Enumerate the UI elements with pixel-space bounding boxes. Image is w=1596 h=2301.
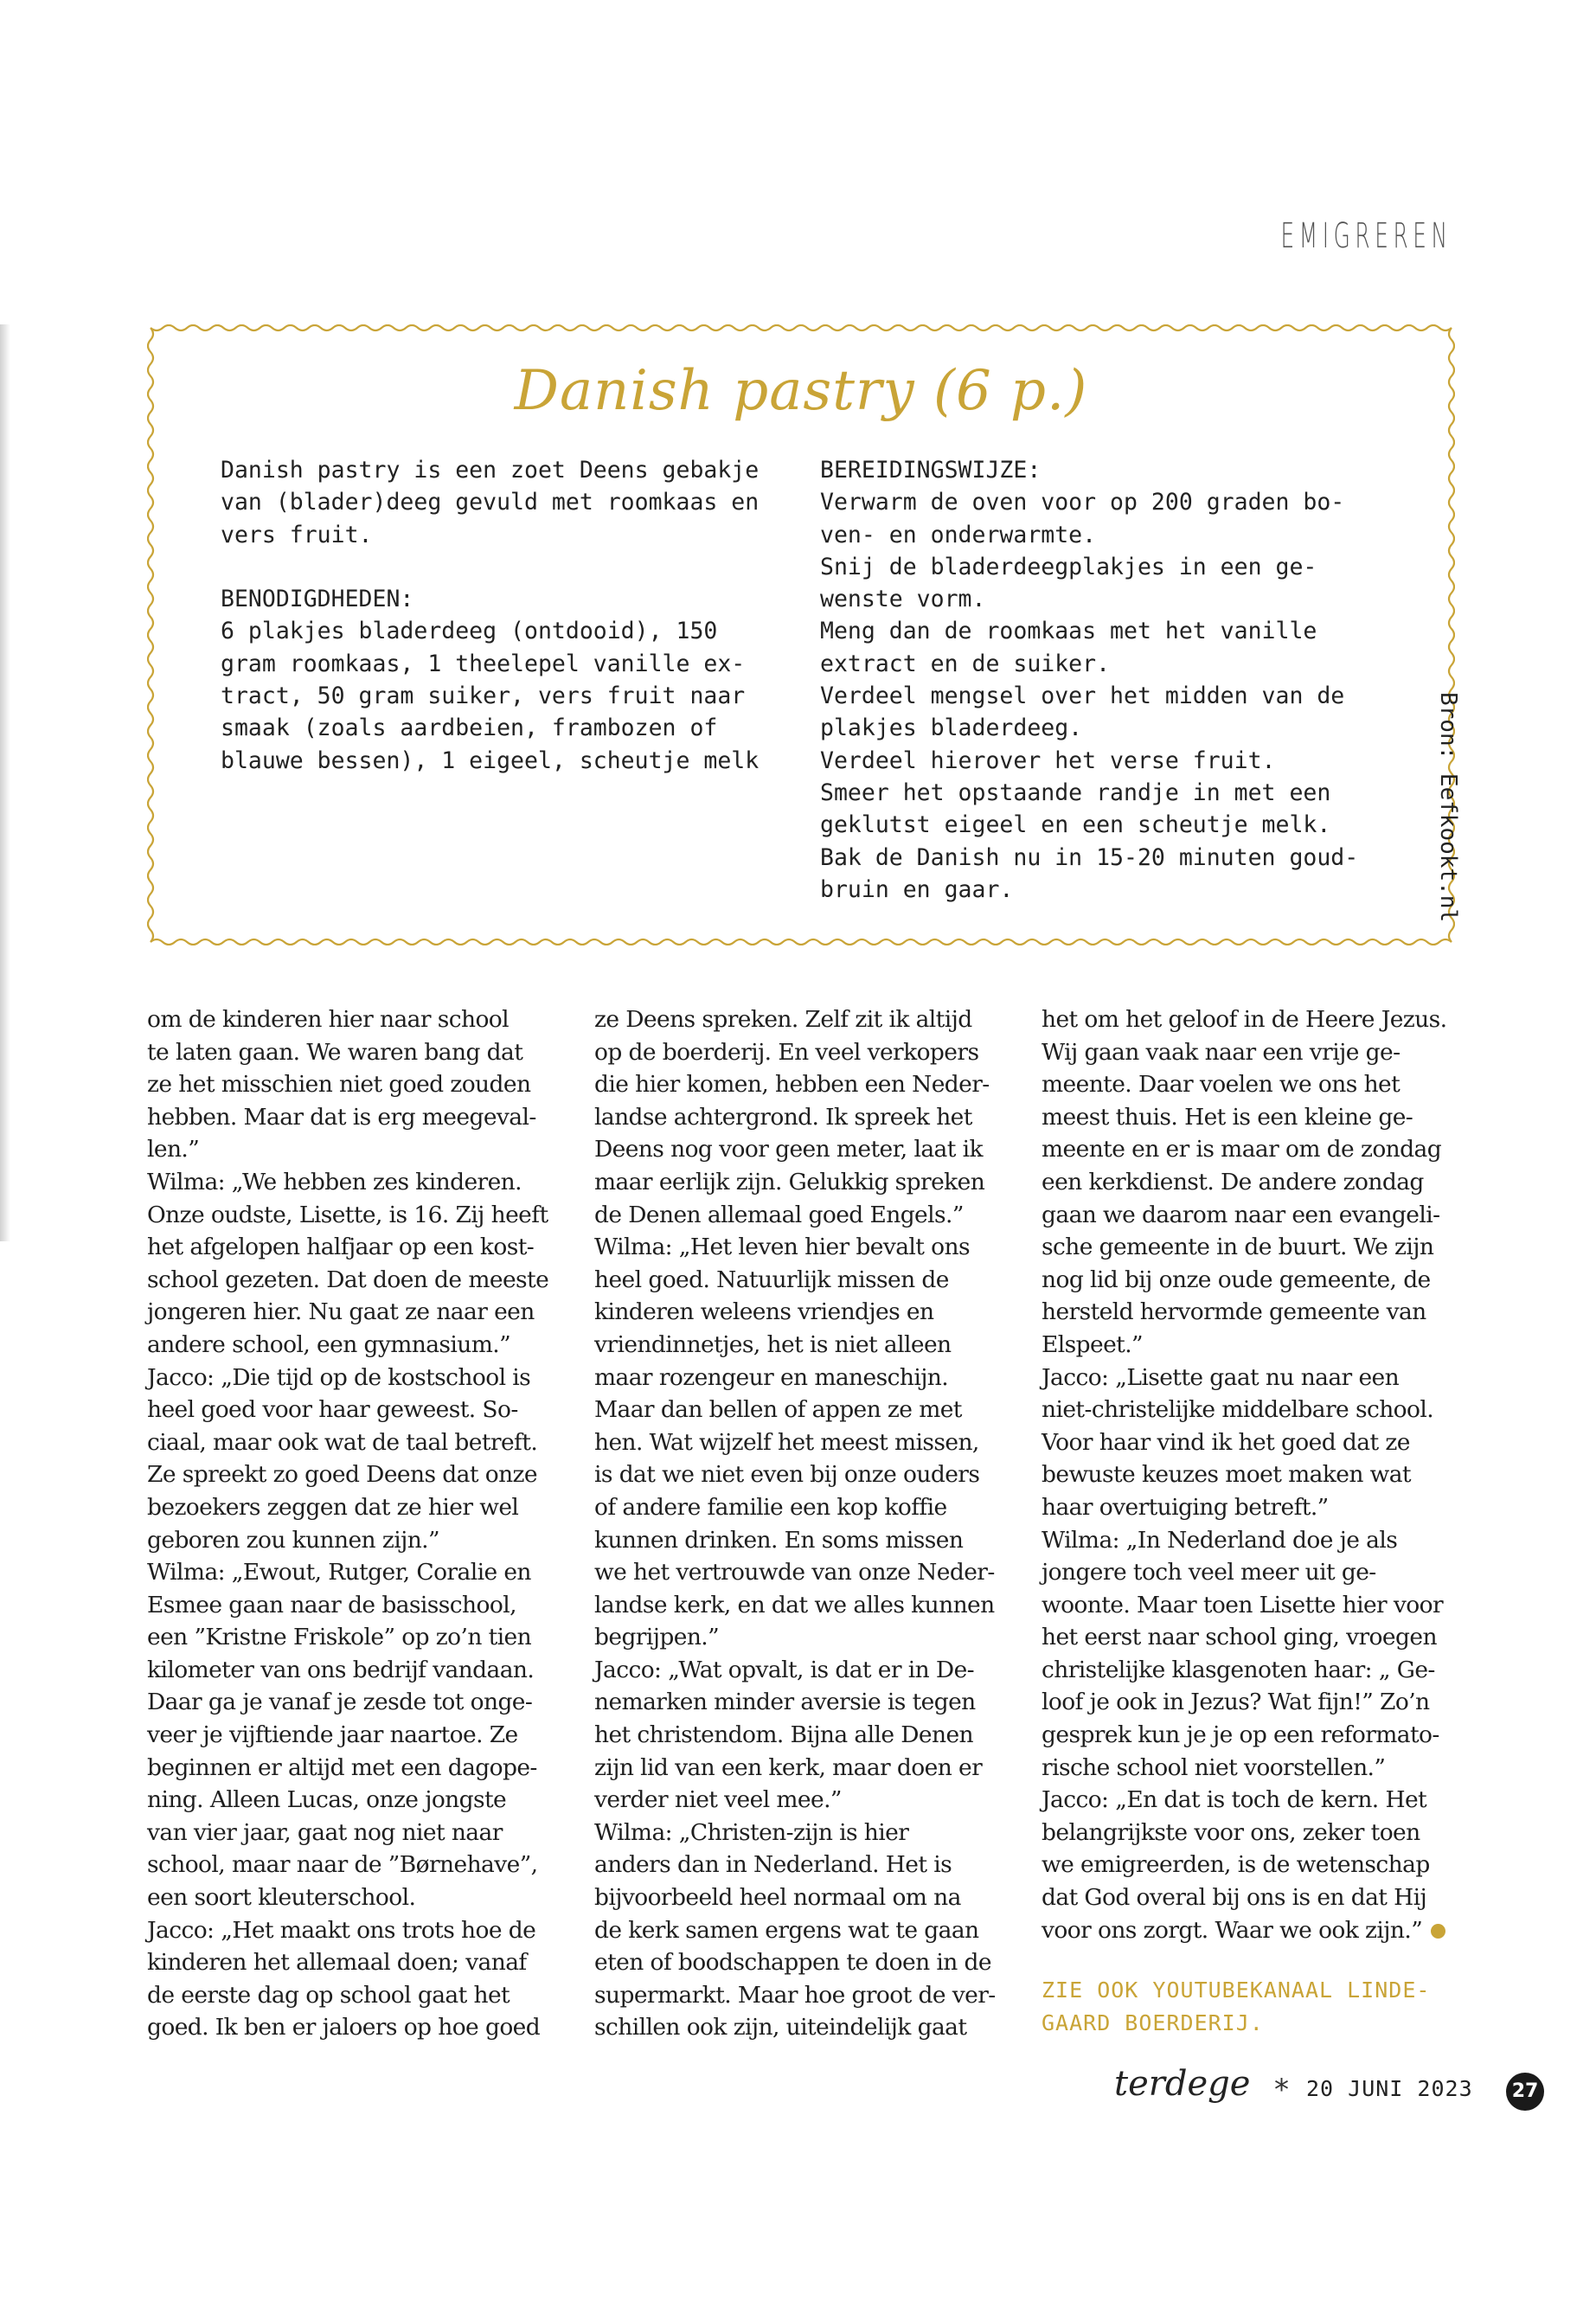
recipe-preparation: BEREIDINGSWIJZE: Verwarm de oven voor op 200 graden bo- ven- en onderwarmte. Snij de bladerdeegplakjes in een ge- wenste vorm. Meng dan de roomkaas met het vanille extract en de suiker. Verdeel mengsel over het midden van de plakjes bladerdeeg. Verdeel hierover het verse fruit. Smeer het opstaande randje in met een geklutst eigeel en een scheutje melk. Bak de Danish nu in 15-20 minuten goud- bruin en gaar.	[820, 457, 1359, 903]
recipe-source-text: Bron: Eefkookt.nl	[1435, 692, 1461, 923]
article-column-3-text: het om het geloof in de Heere Jezus. Wij gaan vaak naar een vrije ge- meente. Daar voelen we ons het meest thuis. Het is een kleine ge- meente en er is maar om de zondag een kerkdienst. De andere zondag gaan we daarom naar een evangeli- sche gemeente in de buurt. We zijn nog lid bij onze oude gemeente, de hersteld hervormde gemeente van Elspeet.” Jacco: „Lisette gaat nu naar een niet-christelijke middelbare school. Voor haar vind ik het goed dat ze bewuste keuzes moet maken wat haar overtuiging betreft.” Wilma: „In Nederland doe je als jongere toch veel meer uit ge- woonte. Maar toen Lisette hier voor het eerst naar school ging, vroegen christelijke klasgenoten haar: „ Ge- loof je ook in Jezus? Wat fijn!” Zo’n gesprek kun je je op een reformato- rische school niet voorstellen.” Jacco: „En dat is toch de kern. Het belangrijkste voor ons, zeker toen we emigreerden, is de wetenschap dat God overal bij ons is en dat Hij voor ons zorgt. Waar we ook zijn.”	[1042, 1006, 1447, 1944]
recipe-box	[147, 324, 1455, 945]
youtube-note: ZIE OOK YOUTUBEKANAAL LINDE- GAARD BOERDERIJ.	[1042, 1977, 1431, 2035]
footer-separator-star-icon: *	[1274, 2073, 1289, 2107]
recipe-intro-ingredients: Danish pastry is een zoet Deens gebakje van (blader)deeg gevuld met roomkaas en vers fruit. BENODIGDHEDEN: 6 plakjes bladerdeeg (ontdooid), 150 gram roomkaas, 1 theelepel vanille ex- tract, 50 gram suiker, vers fruit naar smaak (zoals aardbeien, frambozen of blauwe bessen), 1 eigeel, scheutje melk	[221, 457, 760, 774]
recipe-title: Danish pastry (6 p.)	[514, 359, 1088, 423]
article-column-3	[1042, 1003, 1446, 1946]
end-mark-dot-icon	[1431, 1924, 1445, 1939]
page-edge-shadow	[0, 324, 10, 1241]
page-number: 27	[1506, 2073, 1544, 2111]
recipe-source	[1435, 692, 1461, 922]
article-column-2: ze Deens spreken. Zelf zit ik altijd op de boerderij. En veel verkopers die hier komen, hebben een Neder- landse achtergrond. Ik spreek het Deens nog voor geen meter, laat ik maar eerlijk zijn. Gelukkig spreken de Denen allemaal goed Engels.” Wilma: „Het leven hier bevalt ons heel goed. Natuurlijk missen de kinderen weleens vriendjes en vriendinnetjes, het is niet alleen maar rozengeur en maneschijn. Maar dan bellen of appen ze met hen. Wat wijzelf het meest missen, is dat we niet even bij onze ouders of andere familie een kop koffie kunnen drinken. En soms missen we het vertrouwde van onze Neder- landse kerk, en dat we alles kunnen begrijpen.” Jacco: „Wat opvalt, is dat er in De- nemarken minder aversie is tegen het christendom. Bijna alle Denen zijn lid van een kerk, maar doen er verder niet veel mee.” Wilma: „Christen-zijn is hier anders dan in Nederland. Het is bijvoorbeeld heel normaal om na de kerk samen ergens wat te gaan eten of boodschappen te doen in de supermarkt. Maar hoe groot de ver- schillen ook zijn, uiteindelijk gaat	[594, 1006, 996, 2041]
section-label: EMIGREREN	[1280, 216, 1452, 256]
article-column-1: om de kinderen hier naar school te laten gaan. We waren bang dat ze het misschien niet goed zouden hebben. Maar dat is erg meegeval- len.” Wilma: „We hebben zes kinderen. Onze oudste, Lisette, is 16. Zij heeft het afgelopen halfjaar op een kost- school gezeten. Dat doen de meeste jongeren hier. Nu gaat ze naar een andere school, een gymnasium.” Jacco: „Die tijd op de kostschool is heel goed voor haar geweest. So- ciaal, maar ook wat de taal betreft. Ze spreekt zo goed Deens dat onze bezoekers zeggen dat ze hier wel geboren zou kunnen zijn.” Wilma: „Ewout, Rutger, Coralie en Esmee gaan naar de basisschool, een ”Kristne Friskole” op zo’n tien kilometer van ons bedrijf vandaan. Daar ga je vanaf je zesde tot onge- veer je vijftiende jaar naartoe. Ze beginnen er altijd met een dagope- ning. Alleen Lucas, onze jongste van vier jaar, gaat nog niet naar school, maar naar de ”Børnehave”, een soort kleuterschool. Jacco: „Het maakt ons trots hoe de kinderen het allemaal doen; vanaf de eerste dag op school gaat het goed. Ik ben er jaloers op hoe goed	[147, 1006, 549, 2041]
footer-date: 20 JUNI 2023	[1306, 2076, 1473, 2101]
footer-brand-logo: terdege	[1114, 2064, 1251, 2104]
